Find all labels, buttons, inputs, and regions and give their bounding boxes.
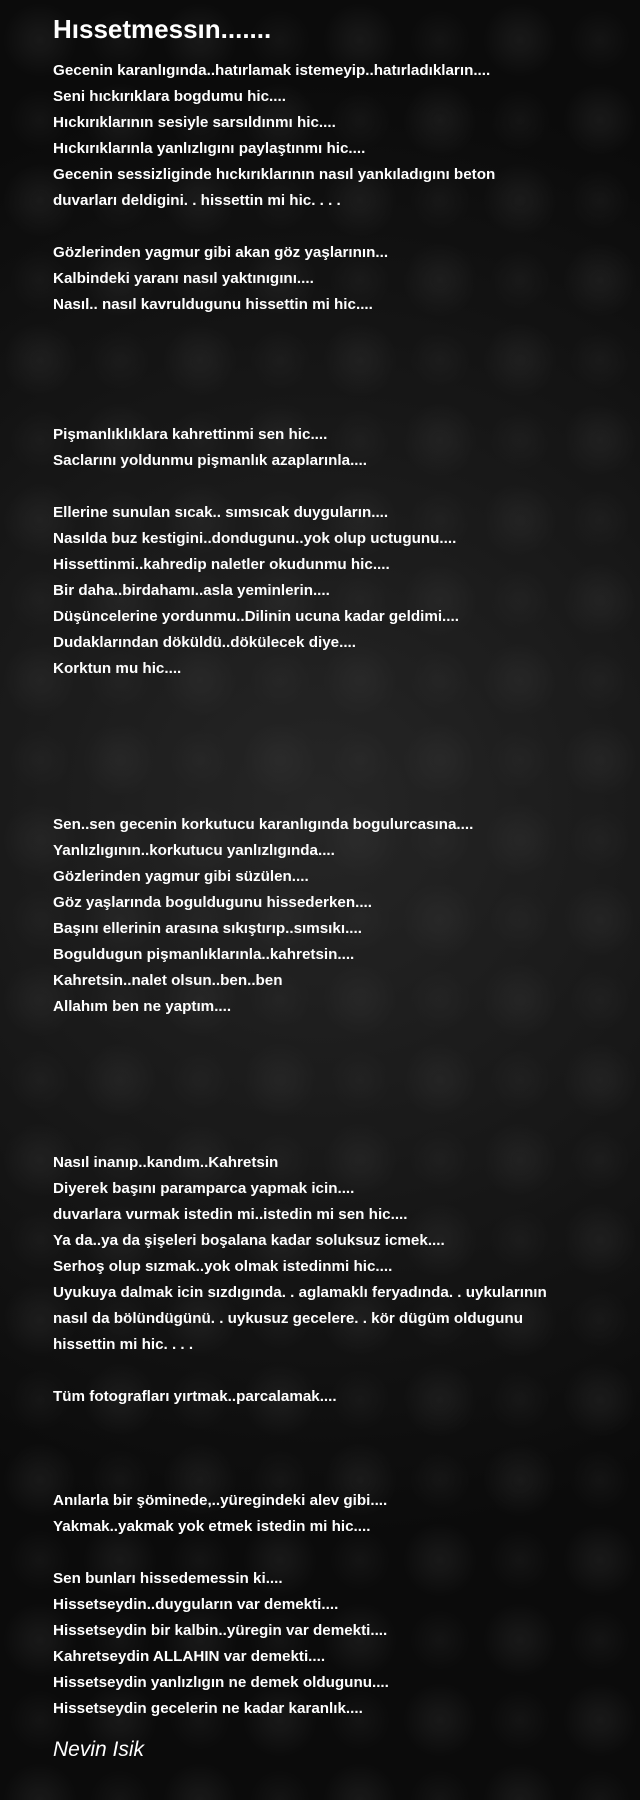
poem-line: Hissetseydin gecelerin ne kadar karanlık....: [53, 1700, 363, 1717]
poem-line: [53, 318, 633, 344]
poem-line: [53, 1098, 633, 1124]
poem-line: [53, 786, 633, 812]
poem-line: Hissetseydin..duyguların var demekti....: [53, 1596, 339, 1613]
poem-body: [53, 58, 633, 1722]
poem-line: Saclarını yoldunmu pişmanlık azaplarınla....: [53, 452, 367, 469]
poem-line: [53, 214, 633, 240]
poem-line: Kahretseydin ALLAHIN var demekti....: [53, 1648, 326, 1665]
poem-line: Düşüncelerine yordunmu..Dilinin ucuna kadar geldimi....: [53, 608, 459, 625]
poem-author: Nevin Isik: [53, 1738, 145, 1761]
poem-line: Tüm fotografları yırtmak..parcalamak....: [53, 1388, 337, 1405]
poem-line: Anılarla bir şöminede,..yüregindeki alev gibi....: [53, 1492, 388, 1509]
poem-line: Nasıl inanıp..kandım..Kahretsin: [53, 1154, 279, 1171]
poem-line: [53, 682, 633, 708]
poem-line: [53, 474, 633, 500]
poem-line: Gecenin sessizliginde hıckırıklarının nasıl yankıladıgını beton: [53, 166, 496, 183]
poem-line: Hissetseydin bir kalbin..yüregin var demekti....: [53, 1622, 388, 1639]
poem-line: [53, 370, 633, 396]
poem-line: Yakmak..yakmak yok etmek istedin mi hic....: [53, 1518, 371, 1535]
poem-line: duvarlara vurmak istedin mi..istedin mi sen hic....: [53, 1206, 408, 1223]
poem-line: Pişmanlıklıklara kahrettinmi sen hic....: [53, 426, 328, 443]
poem-line: [53, 760, 633, 786]
poem-line: Gözlerinden yagmur gibi akan göz yaşlarının...: [53, 244, 389, 261]
poem-line: Nasılda buz kestigini..dondugunu..yok olup uctugunu....: [53, 530, 457, 547]
poem-line: [53, 396, 633, 422]
poem-line: [53, 1410, 633, 1436]
poem-container: [53, 10, 633, 1722]
poem-line: duvarları deldigini. . hissettin mi hic. . . .: [53, 192, 341, 209]
poem-line: Hissetseydin yanlızlıgın ne demek oldugunu....: [53, 1674, 389, 1691]
poem-line: Bir daha..birdahamı..asla yeminlerin....: [53, 582, 330, 599]
poem-line: [53, 1020, 633, 1046]
poem-line: Serhoş olup sızmak..yok olmak istedinmi hic....: [53, 1258, 393, 1275]
poem-line: Seni hıckırıklara bogdumu hic....: [53, 88, 286, 105]
poem-line: hissettin mi hic. . . .: [53, 1336, 194, 1353]
poem-line: Kahretsin..nalet olsun..ben..ben: [53, 972, 283, 989]
poem-line: Ya da..ya da şişeleri boşalana kadar soluksuz icmek....: [53, 1232, 445, 1249]
poem-line: [53, 1436, 633, 1462]
poem-line: [53, 708, 633, 734]
poem-line: Hissettinmi..kahredip naletler okudunmu hic....: [53, 556, 390, 573]
poem-line: [53, 1462, 633, 1488]
poem-line: [53, 1358, 633, 1384]
poem-line: Kalbindeki yaranı nasıl yaktınıgını....: [53, 270, 314, 287]
poem-line: Sen bunları hissedemessin ki....: [53, 1570, 283, 1587]
poem-line: Diyerek başını paramparca yapmak icin....: [53, 1180, 355, 1197]
poem-line: Başını ellerinin arasına sıkıştırıp..sımsıkı....: [53, 920, 362, 937]
poem-line: Uyukuya dalmak icin sızdıgında. . aglamaklı feryadında. . uykularının: [53, 1284, 547, 1301]
poem-line: Sen..sen gecenin korkutucu karanlıgında bogulurcasına....: [53, 816, 474, 833]
poem-line: Allahım ben ne yaptım....: [53, 998, 232, 1015]
poem-line: Gecenin karanlıgında..hatırlamak istemeyip..hatırladıkların....: [53, 62, 491, 79]
poem-line: Hıckırıklarının sesiyle sarsıldınmı hic....: [53, 114, 336, 131]
poem-line: [53, 734, 633, 760]
poem-title: Hıssetmessın.......: [53, 14, 272, 44]
poem-line: [53, 1124, 633, 1150]
poem-line: Boguldugun pişmanlıklarınla..kahretsin....: [53, 946, 355, 963]
poem-line: [53, 1540, 633, 1566]
poem-line: Dudaklarından döküldü..dökülecek diye....: [53, 634, 356, 651]
poem-line: [53, 344, 633, 370]
poem-line: Hıckırıklarınla yanlızlıgını paylaştınmı hic....: [53, 140, 366, 157]
poem-line: Göz yaşlarında boguldugunu hissederken....: [53, 894, 372, 911]
poem-line: Yanlızlıgının..korkutucu yanlızlıgında....: [53, 842, 335, 859]
poem-line: Gözlerinden yagmur gibi süzülen....: [53, 868, 309, 885]
poem-line: [53, 1046, 633, 1072]
poem-line: Nasıl.. nasıl kavruldugunu hissettin mi hic....: [53, 296, 373, 313]
poem-line: Korktun mu hic....: [53, 660, 182, 677]
poem-line: Ellerine sunulan sıcak.. sımsıcak duyguların....: [53, 504, 389, 521]
poem-line: nasıl da bölündügünü. . uykusuz gecelere. . kör dügüm oldugunu: [53, 1310, 523, 1327]
poem-line: [53, 1072, 633, 1098]
